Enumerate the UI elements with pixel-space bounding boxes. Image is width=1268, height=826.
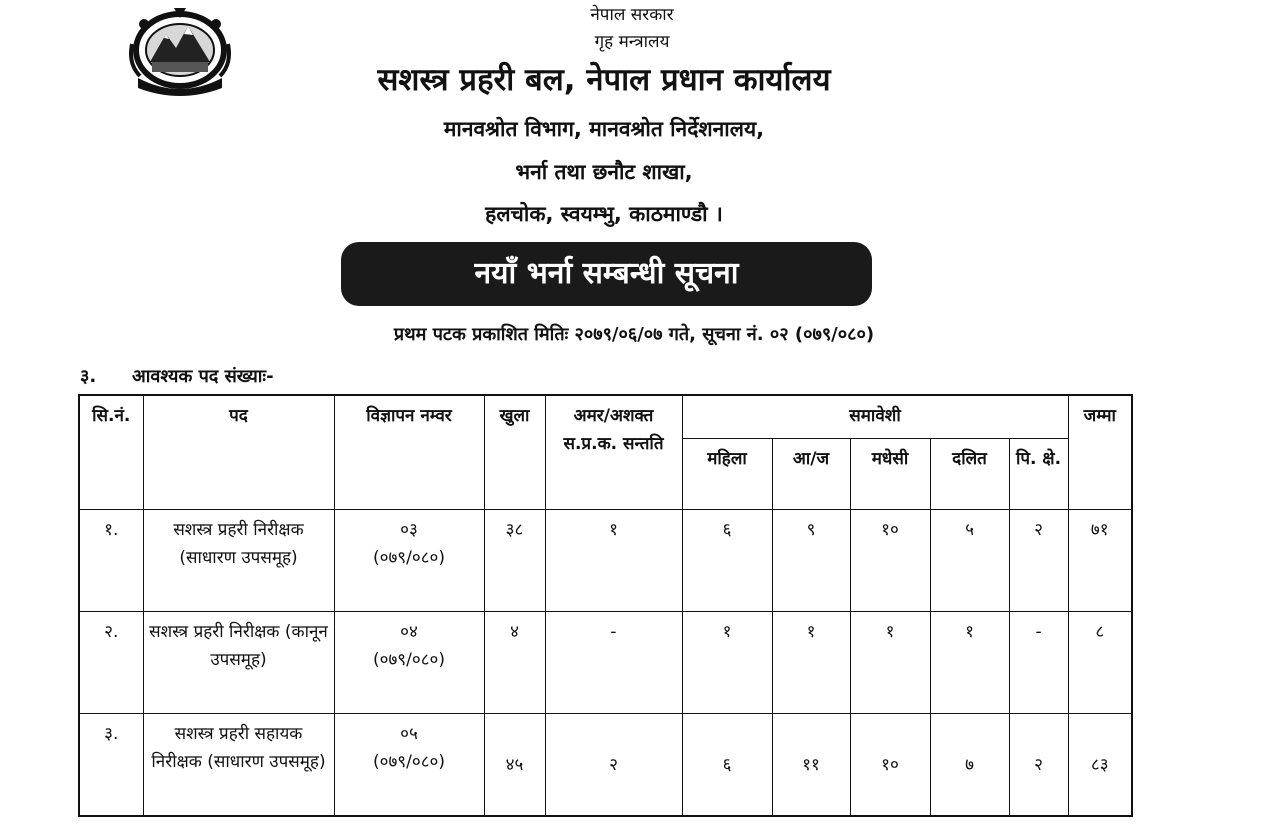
row-total: ८ [1068, 612, 1132, 714]
row-madhesi: १० [850, 510, 930, 612]
row-dalit: ५ [930, 510, 1009, 612]
row-woman: ६ [682, 714, 772, 817]
header-dalit: दलित [930, 439, 1009, 510]
section-title: आवश्यक पद संख्याः- [132, 366, 274, 387]
ministry-name: गृह मन्त्रालय [594, 32, 670, 52]
table-row [79, 714, 1132, 817]
row-madhesi: १ [850, 612, 930, 714]
row-post: सशस्त्र प्रहरी सहायक निरीक्षक (साधारण उपसमूह) [143, 714, 334, 817]
section-number: ३. [80, 366, 97, 387]
row-backward-region: २ [1009, 714, 1068, 817]
row-adivasi-janajati: ९ [772, 510, 850, 612]
header-madhesi: मधेसी [850, 439, 930, 510]
row-adivasi-janajati: ११ [772, 714, 850, 817]
notice-title-banner: नयाँ भर्ना सम्बन्धी सूचना [341, 242, 872, 306]
header-backward-region: पि. क्षे. [1009, 439, 1068, 510]
header-post: पद [143, 395, 334, 510]
header-advertisement-number: विज्ञापन नम्वर [334, 395, 484, 510]
header-open: खुला [484, 395, 545, 510]
row-amar-ashakta: - [545, 612, 682, 714]
row-woman: ६ [682, 510, 772, 612]
ad-fiscal-year: (०७९/०८०) [372, 650, 446, 670]
header-inclusive: समावेशी [682, 395, 1068, 439]
header-serial-number: सि.नं. [79, 395, 143, 510]
row-total: ७१ [1068, 510, 1132, 612]
ad-fiscal-year: (०७९/०८०) [372, 548, 446, 568]
row-total: ८३ [1068, 714, 1132, 817]
row-serial-number: १. [79, 510, 143, 612]
row-dalit: १ [930, 612, 1009, 714]
row-backward-region: २ [1009, 510, 1068, 612]
organization-name: सशस्त्र प्रहरी बल, नेपाल प्रधान कार्यालय [377, 62, 831, 98]
government-name: नेपाल सरकार [590, 5, 674, 25]
row-advertisement-number [334, 510, 484, 612]
department-name: मानवश्रोत विभाग, मानवश्रोत निर्देशनालय, [443, 117, 765, 141]
row-serial-number: २. [79, 612, 143, 714]
row-open: ४५ [484, 714, 545, 817]
row-amar-ashakta: १ [545, 510, 682, 612]
ad-number: ०३ [400, 520, 418, 540]
header-woman: महिला [682, 439, 772, 510]
row-post: सशस्त्र प्रहरी निरीक्षक (साधारण उपसमूह) [143, 510, 334, 612]
row-dalit: ७ [930, 714, 1009, 817]
row-post: सशस्त्र प्रहरी निरीक्षक (कानून उपसमूह) [143, 612, 334, 714]
table-row [79, 612, 1132, 714]
row-amar-ashakta: २ [545, 714, 682, 817]
row-open: ४ [484, 612, 545, 714]
header-amar-ashakta: अमर/अशक्त स.प्र.क. सन्तति [545, 395, 682, 510]
office-address: हलचोक, स्वयम्भु, काठमाण्डौ । [485, 202, 723, 226]
header-adivasi-janajati: आ/ज [772, 439, 850, 510]
row-madhesi: १० [850, 714, 930, 817]
row-open: ३८ [484, 510, 545, 612]
row-woman: १ [682, 612, 772, 714]
ad-number: ०४ [400, 622, 418, 642]
row-advertisement-number [334, 714, 484, 817]
ad-number: ०५ [400, 724, 418, 744]
branch-name: भर्ना तथा छनौट शाखा, [515, 160, 693, 184]
publication-date: प्रथम पटक प्रकाशित मितिः २०७९/०६/०७ गते, सूचना नं. ०२ (०७९/०८०) [393, 324, 875, 345]
row-adivasi-janajati: १ [772, 612, 850, 714]
row-serial-number: ३. [79, 714, 143, 817]
row-backward-region: - [1009, 612, 1068, 714]
vacancy-table [78, 394, 1133, 817]
ad-fiscal-year: (०७९/०८०) [372, 752, 446, 772]
header-total: जम्मा [1068, 395, 1132, 510]
table-row [79, 510, 1132, 612]
row-advertisement-number [334, 612, 484, 714]
